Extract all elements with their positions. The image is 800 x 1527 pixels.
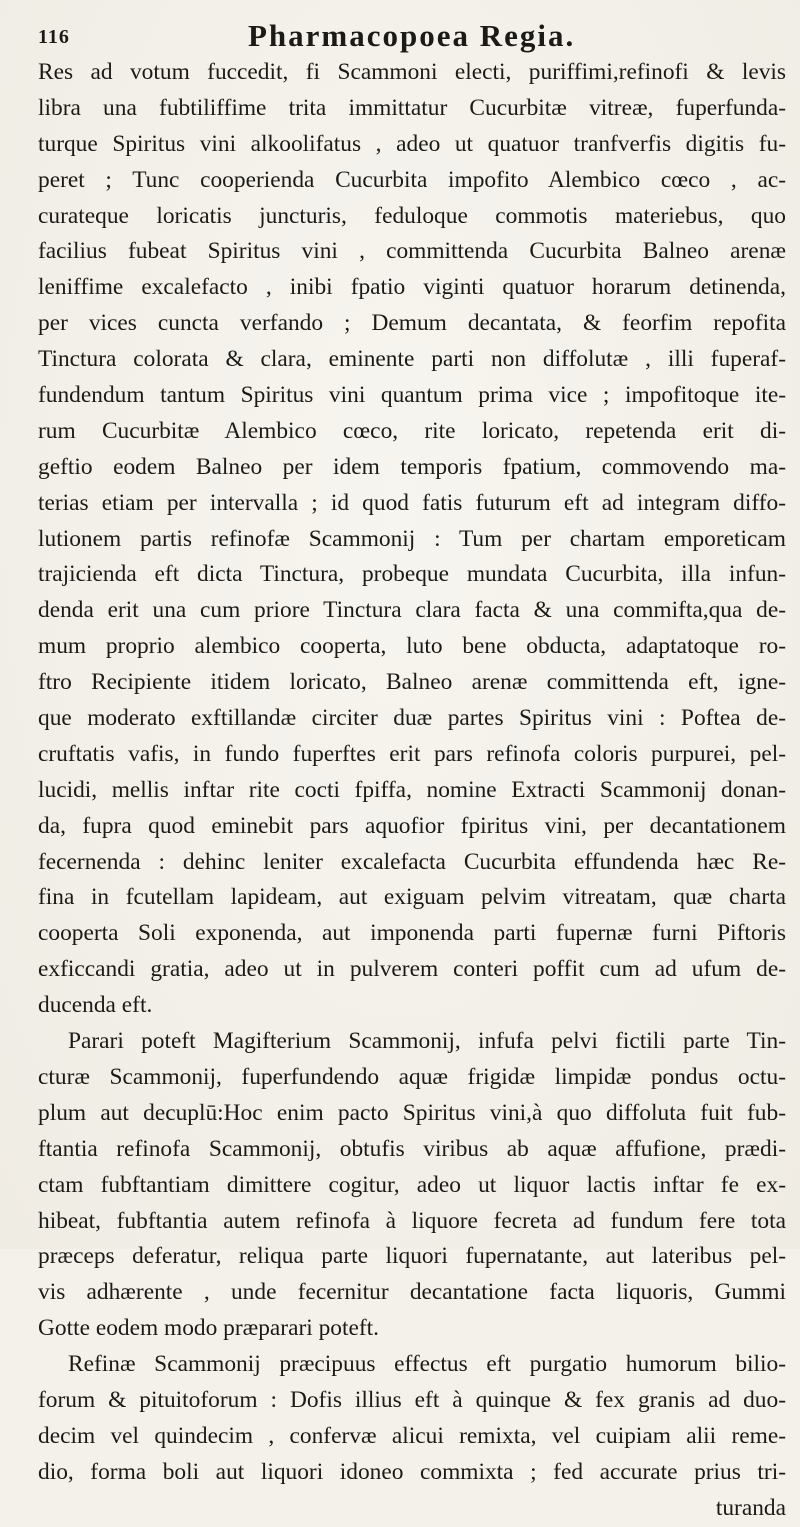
- text-line: mum proprio alembico cooperta, luto bene obducta, adaptatoque ro-: [38, 633, 786, 660]
- text-line: Tinctura colorata & clara, eminente parti non diffolutæ , illi fuperaf-: [38, 346, 786, 373]
- text-line: ftro Recipiente itidem loricato, Balneo arenæ committenda eft, igne-: [38, 669, 786, 696]
- text-line: Res ad votum fuccedit, fi Scammoni electi, puriffimi,refinofi & levis: [38, 59, 786, 85]
- text-line: denda erit una cum priore Tinctura clara facta & una commifta,qua de-: [38, 597, 786, 624]
- running-title: Pharmacopoea Regia.: [248, 18, 576, 53]
- text-line: turque Spiritus vini alkoolifatus , adeo ut quatuor tranfverfis digitis fu-: [38, 130, 786, 157]
- catchword: turanda: [715, 1494, 786, 1521]
- text-line: decim vel quindecim , confervæ alicui remixta, vel cuipiam alii reme-: [38, 1422, 786, 1449]
- text-line: lutionem partis refinofæ Scammonij : Tum per chartam emporeticam: [38, 525, 786, 552]
- paragraph-start-line: Refinæ Scammonij præcipuus effectus eft purgatio humorum bilio-: [68, 1351, 786, 1378]
- text-line: rum Cucurbitæ Alembico cœco, rite loricato, repetenda erit di-: [38, 417, 786, 444]
- text-line: fundendum tantum Spiritus vini quantum prima vice ; impofitoque ite-: [38, 382, 786, 409]
- body-text: [38, 55, 786, 1527]
- text-line: ftantia refinofa Scammonij, obtufis viribus ab aquæ affufione, prædi-: [38, 1135, 786, 1162]
- text-line: cruftatis vafis, in fundo fuperftes erit pars refinofa coloris purpurei, pel-: [38, 740, 786, 767]
- text-line: curateque loricatis juncturis, feduloque commotis materiebus, quo: [38, 202, 786, 229]
- text-line: forum & pituitoforum : Dofis illius eft à quinque & fex granis ad duo-: [38, 1386, 786, 1413]
- text-line: ducenda eft.: [38, 992, 153, 1019]
- text-line: geftio eodem Balneo per idem temporis fpatium, commovendo ma-: [38, 453, 786, 480]
- text-line: cturæ Scammonij, fuperfundendo aquæ frigidæ limpidæ pondus octu-: [38, 1063, 786, 1090]
- text-line: per vices cuncta verfando ; Demum decantata, & feorfim repofita: [38, 310, 786, 337]
- text-line: libra una fubtiliffime trita immittatur Cucurbitæ vitreæ, fuperfunda-: [38, 94, 786, 121]
- page-header: [38, 18, 783, 54]
- text-line: Gotte eodem modo præparari poteft.: [38, 1315, 380, 1342]
- text-line: trajicienda eft dicta Tinctura, probeque mundata Cucurbita, illa infun-: [38, 561, 786, 588]
- text-line: facilius fubeat Spiritus vini , committenda Cucurbita Balneo arenæ: [38, 238, 786, 265]
- text-line: que moderato exftillandæ circiter duæ partes Spiritus vini : Poftea de-: [38, 705, 786, 732]
- text-line: hibeat, fubftantia autem refinofa à liquore fecreta ad fundum fere tota: [38, 1207, 786, 1234]
- text-line: plum aut decuplū:Hoc enim pacto Spiritus vini,à quo diffoluta fuit fub-: [38, 1099, 786, 1126]
- text-line: dio, forma boli aut liquori idoneo commixta ; fed accurate prius tri-: [38, 1458, 786, 1485]
- text-line: leniffime excalefacto , inibi fpatio viginti quatuor horarum detinenda,: [38, 274, 786, 301]
- text-line: exficcandi gratia, adeo ut in pulverem conteri poffit cum ad ufum de-: [38, 956, 786, 983]
- paragraph-start-line: Parari poteft Magifterium Scammonij, infufa pelvi fictili parte Tin-: [68, 1028, 786, 1055]
- text-line: ctam fubftantiam dimittere cogitur, adeo ut liquor lactis inftar fe ex-: [38, 1171, 786, 1198]
- text-line: præceps deferatur, reliqua parte liquori fupernatante, aut lateribus pel-: [38, 1243, 786, 1270]
- text-line: terias etiam per intervalla ; id quod fatis futurum eft ad integram diffo-: [38, 489, 786, 516]
- text-line: da, fupra quod eminebit pars aquofior fpiritus vini, per decantationem: [38, 812, 786, 839]
- text-line: lucidi, mellis inftar rite cocti fpiffa, nomine Extracti Scammonij donan-: [38, 776, 786, 803]
- text-line: vis adhærente , unde fecernitur decantatione facta liquoris, Gummi: [38, 1279, 786, 1306]
- text-line: fecernenda : dehinc leniter excalefacta Cucurbita effundenda hæc Re-: [38, 848, 786, 875]
- text-line: fina in fcutellam lapideam, aut exiguam pelvim vitreatam, quæ charta: [38, 884, 786, 911]
- page-number: 116: [38, 26, 70, 48]
- text-line: cooperta Soli exponenda, aut imponenda parti fupernæ furni Piftoris: [38, 920, 786, 947]
- text-line: peret ; Tunc cooperienda Cucurbita impofito Alembico cœco , ac-: [38, 166, 786, 193]
